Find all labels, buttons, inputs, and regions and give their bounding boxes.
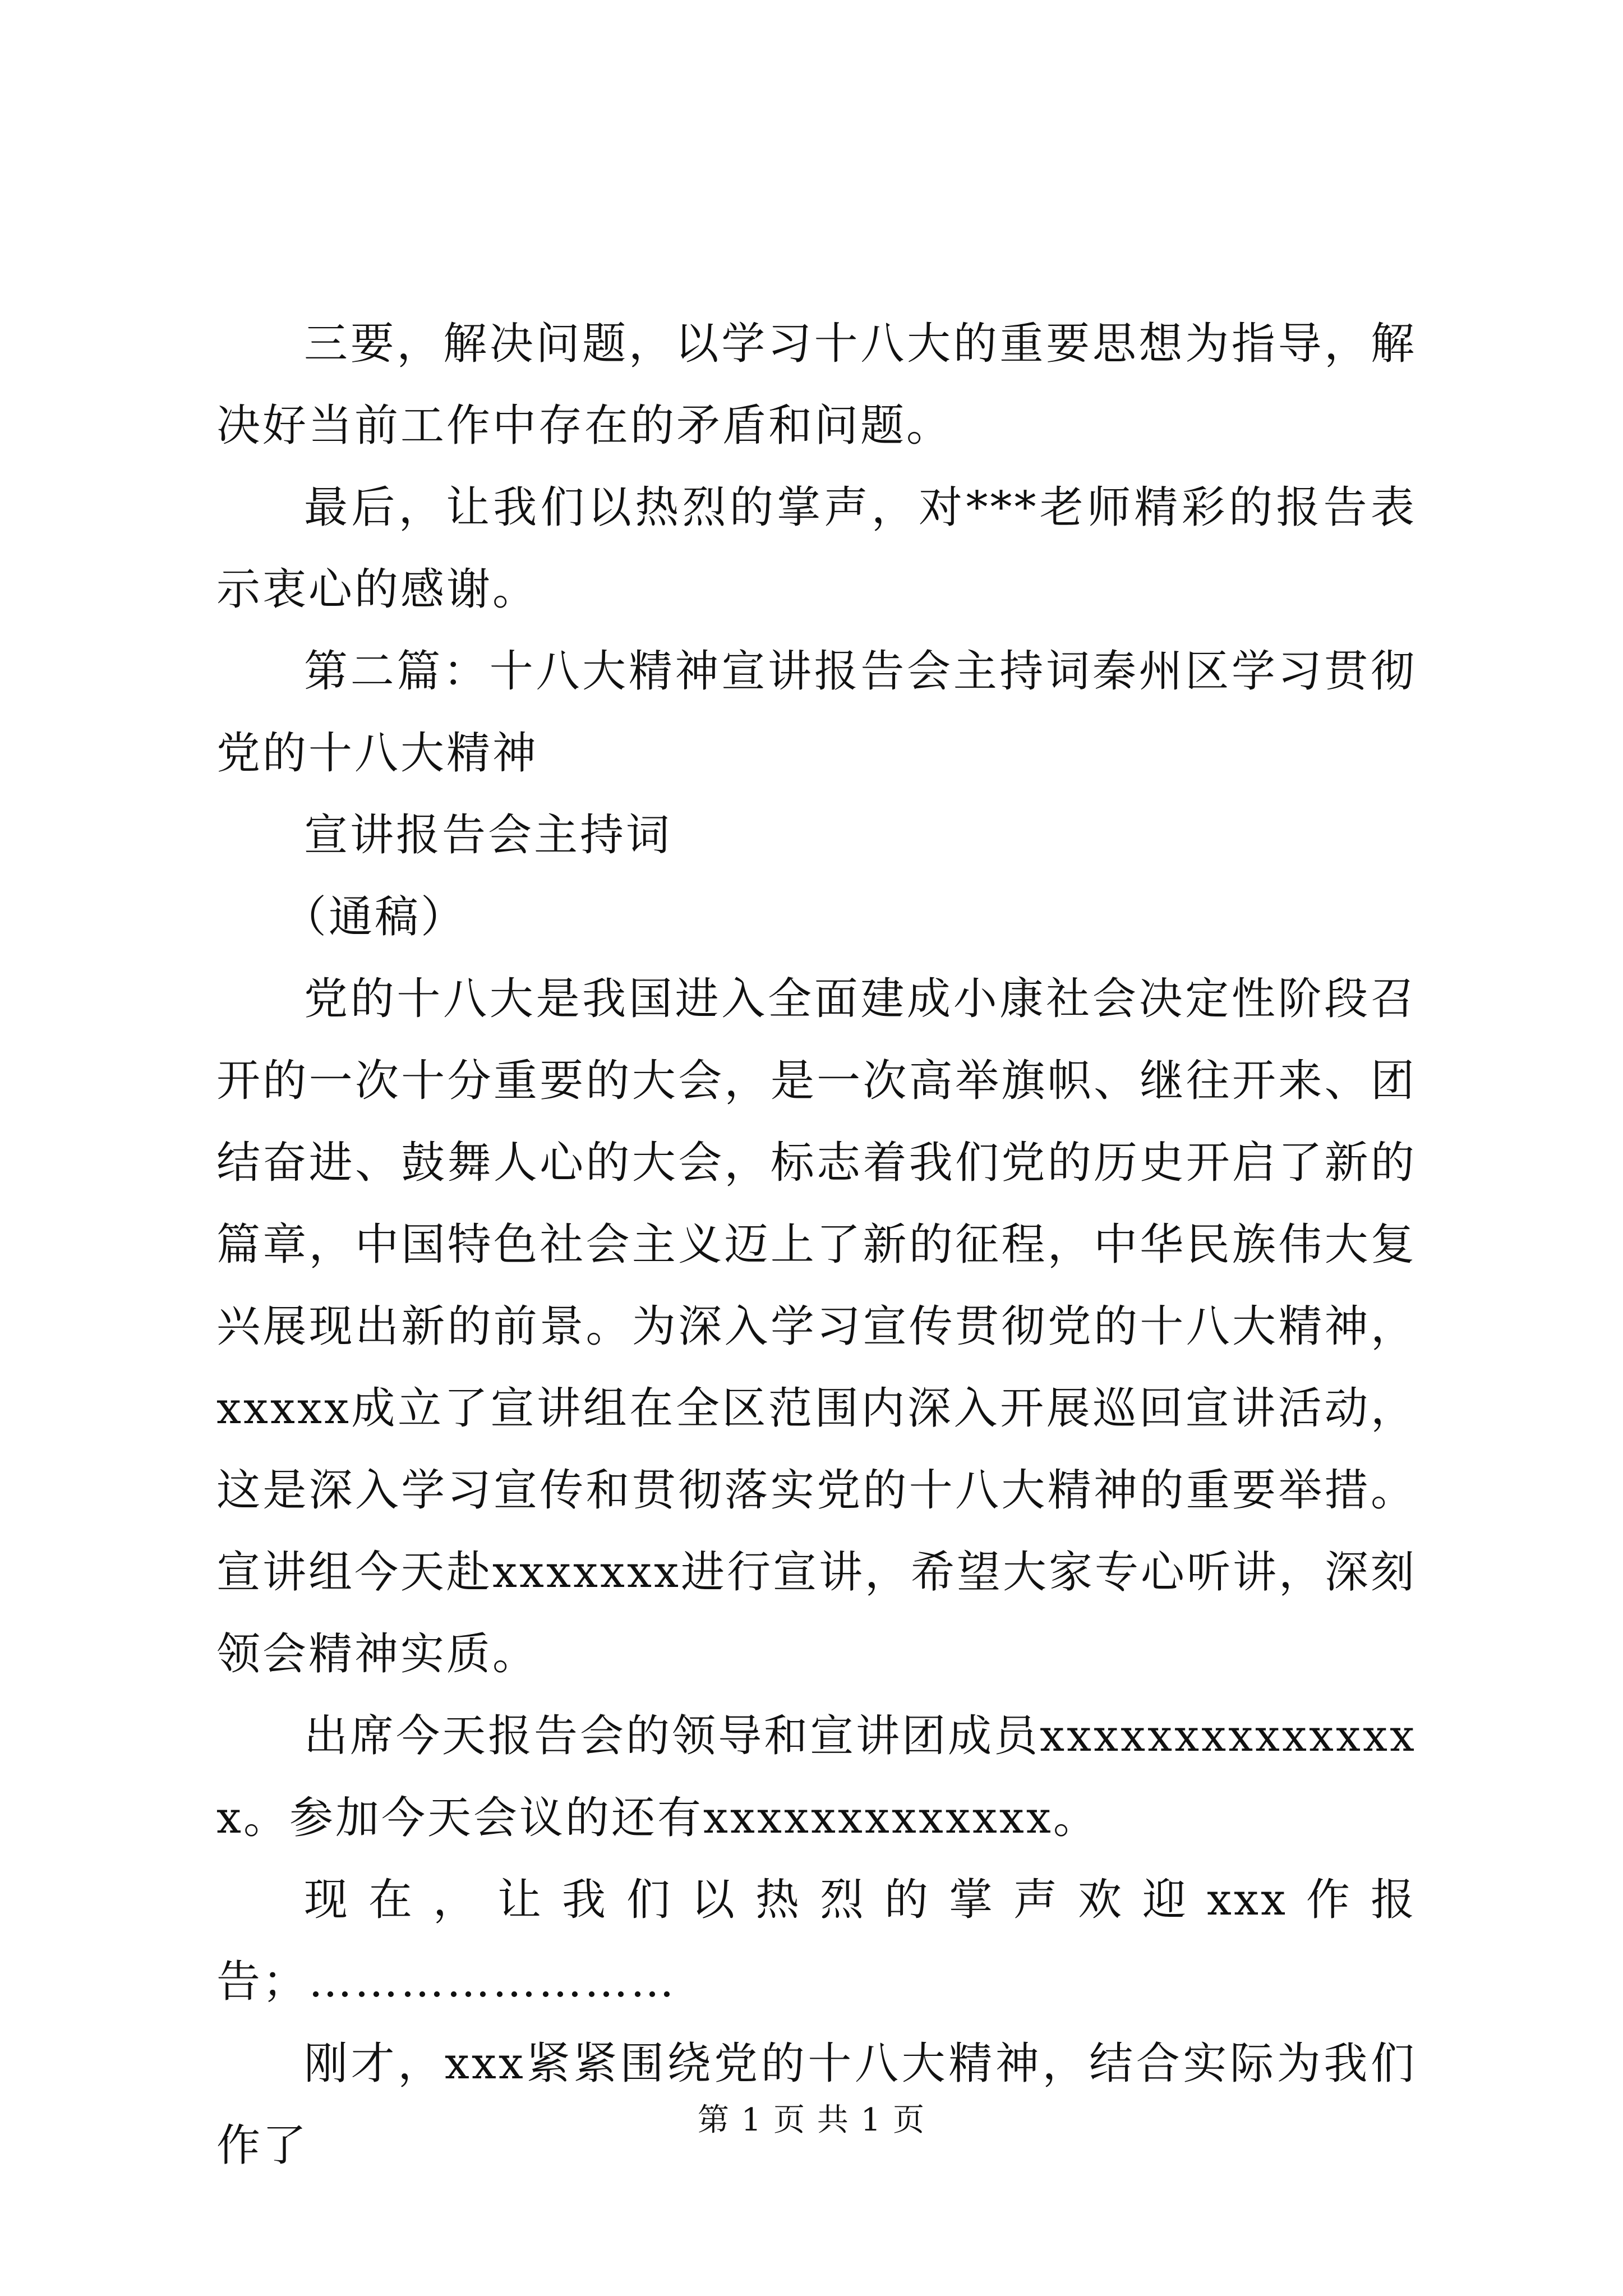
paragraph-9: 刚才，xxx紧紧围绕党的十八大精神，结合实际为我们作了 (216, 2039, 1417, 2171)
paragraph-1: 三要，解决问题，以学习十八大的重要思想为指导，解决好当前工作中存在的矛盾和问题。 (216, 319, 1417, 451)
paragraph-2: 最后，让我们以热烈的掌声，对***老师精彩的报告表示衷心的感谢。 (216, 482, 1417, 615)
paragraph-5-note: （通稿） (283, 892, 467, 942)
paragraph-3-heading: 第二篇：十八大精神宣讲报告会主持词秦州区学习贯彻党的十八大精神 (216, 646, 1417, 779)
paragraph-8: 现在，让我们以热烈的掌声欢迎xxx作报告；…………………… (216, 1875, 1417, 2007)
paragraph-7: 出席今天报告会的领导和宣讲团成员xxxxxxxxxxxxxxx。参加今天会议的还有xxxxxxxxxxxxx。 (216, 1711, 1417, 1843)
paragraph-4-subheading: 宣讲报告会主持词 (304, 810, 672, 861)
page-footer: 第 1 页 共 1 页 (697, 2102, 926, 2138)
document-body (216, 303, 1417, 2187)
paragraph-6: 党的十八大是我国进入全面建成小康社会决定性阶段召开的一次十分重要的大会，是一次高举旗帜、继往开来、团结奋进、鼓舞人心的大会，标志着我们党的历史开启了新的篇章，中国特色社会主义迈上了新的征程，中华民族伟大复兴展现出新的前景。为深入学习宣传贯彻党的十八大精神，xxxxx成立了宣讲组在全区范围内深入开展巡回宣讲活动，这是深入学习宣传和贯彻落实党的十八大精神的重要举措。宣讲组今天赴xxxxxxx进行宣讲，希望大家专心听讲，深刻领会精神实质。 (216, 974, 1417, 1680)
